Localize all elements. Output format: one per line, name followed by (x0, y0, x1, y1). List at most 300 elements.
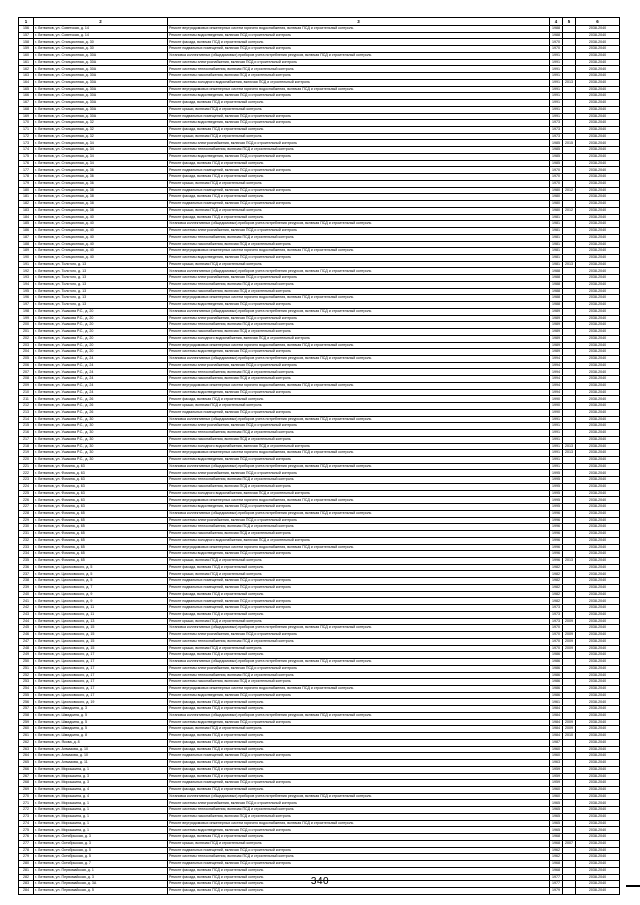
address-cell: г. Литвинов, ул. Ушакова Р.С., д. 24 (34, 389, 168, 396)
address-cell: г. Литвинов, ул. Мирошкина, д. 4 (34, 786, 168, 793)
last-repair-year-cell (563, 106, 576, 113)
table-row (19, 93, 620, 100)
row-number-cell: 257 (19, 706, 34, 713)
build-year-cell: 1996 (550, 531, 563, 538)
address-cell: г. Литвинов, ул. Фомина, д. 65 (34, 531, 168, 538)
planned-period-cell: 2038-2040 (576, 308, 620, 315)
work-type-cell: Ремонт системы холодного водоснабжения, включая ПСД и строительный контроль (168, 335, 550, 342)
row-number-cell: 225 (19, 490, 34, 497)
table-row (19, 376, 620, 383)
planned-period-cell: 2038-2040 (576, 470, 620, 477)
row-number-cell: 181 (19, 194, 34, 201)
last-repair-year-cell (563, 497, 576, 504)
work-type-cell: Ремонт фасада, включая ПСД и строительный контроль (168, 214, 550, 221)
row-number-cell: 243 (19, 611, 34, 618)
row-number-cell: 227 (19, 504, 34, 511)
last-repair-year-cell (563, 753, 576, 760)
last-repair-year-cell (563, 302, 576, 309)
table-row (19, 167, 620, 174)
work-type-cell: Ремонт крыши, включая ПСД и строительный контроль (168, 558, 550, 565)
table-row (19, 369, 620, 376)
table-row (19, 807, 620, 814)
address-cell: г. Литвинов, ул. Шмидкина, д. 3 (34, 706, 168, 713)
address-cell: г. Литвинов, ул. Мирошкина, д. 4 (34, 793, 168, 800)
row-number-cell: 156 (19, 26, 34, 33)
planned-period-cell: 2038-2040 (576, 645, 620, 652)
row-number-cell: 196 (19, 295, 34, 302)
row-number-cell: 163 (19, 73, 34, 80)
row-number-cell: 212 (19, 403, 34, 410)
work-type-cell: Ремонт фасада, включая ПСД и строительный контроль (168, 834, 550, 841)
table-row (19, 800, 620, 807)
last-repair-year-cell (563, 564, 576, 571)
row-number-cell: 190 (19, 254, 34, 261)
work-type-cell: Ремонт системы газоснабжения, включая ПСД и строительный контроль (168, 531, 550, 538)
address-cell: г. Литвинов, ул. Ушакова Р.С., д. 20 (34, 322, 168, 329)
table-row (19, 403, 620, 410)
build-year-cell: 1994 (550, 382, 563, 389)
row-number-cell: 198 (19, 308, 34, 315)
work-type-cell: Ремонт системы водоотведения, включая ПСД и строительный контроль (168, 93, 550, 100)
planned-period-cell: 2038-2040 (576, 349, 620, 356)
work-type-cell: Ремонт фасада, включая ПСД и строительный контроль (168, 766, 550, 773)
work-type-cell: Ремонт крыши, включая ПСД и строительный контроль (168, 261, 550, 268)
planned-period-cell: 2038-2040 (576, 362, 620, 369)
row-number-cell: 182 (19, 201, 34, 208)
table-row (19, 524, 620, 531)
address-cell: г. Литвинов, ул. Октябрьская, д. 7 (34, 861, 168, 868)
table-row (19, 315, 620, 322)
build-year-cell: 1985 (550, 147, 563, 154)
address-cell: г. Литвинов, ул. Мирошкина, д. 1 (34, 820, 168, 827)
build-year-cell: 1965 (550, 807, 563, 814)
build-year-cell: 1991 (550, 86, 563, 93)
table-row (19, 746, 620, 753)
last-repair-year-cell (563, 712, 576, 719)
work-type-cell: Ремонт подвальных помещений, включая ПСД и строительный контроль (168, 847, 550, 854)
planned-period-cell: 2038-2040 (576, 490, 620, 497)
table-row (19, 261, 620, 268)
planned-period-cell: 2038-2040 (576, 483, 620, 490)
work-type-cell: Ремонт системы газоснабжения, включая ПСД и строительный контроль (168, 483, 550, 490)
planned-period-cell: 2038-2040 (576, 551, 620, 558)
table-row (19, 706, 620, 713)
last-repair-year-cell: 2009 (563, 645, 576, 652)
last-repair-year-cell (563, 551, 576, 558)
build-year-cell: 1990 (550, 396, 563, 403)
row-number-cell: 159 (19, 46, 34, 53)
work-type-cell: Ремонт фасада, включая ПСД и строительный контроль (168, 611, 550, 618)
build-year-cell: 1982 (550, 591, 563, 598)
row-number-cell: 255 (19, 692, 34, 699)
row-number-cell: 164 (19, 79, 34, 86)
work-type-cell: Ремонт фасада, включая ПСД и строительный контроль (168, 652, 550, 659)
planned-period-cell: 2038-2040 (576, 786, 620, 793)
build-year-cell: 1991 (550, 436, 563, 443)
work-type-cell: Ремонт системы водоотведения, включая ПСД и строительный контроль (168, 302, 550, 309)
work-type-cell: Установка коллективных (общедомовых) приборов учета потребления ресурсов, включая ПСД и строительный контроль (168, 463, 550, 470)
build-year-cell: 1995 (550, 483, 563, 490)
work-type-cell: Ремонт системы газоснабжения, включая ПСД и строительный контроль (168, 288, 550, 295)
last-repair-year-cell (563, 625, 576, 632)
planned-period-cell: 2038-2040 (576, 86, 620, 93)
last-repair-year-cell (563, 288, 576, 295)
planned-period-cell: 2038-2040 (576, 416, 620, 423)
last-repair-year-cell (563, 147, 576, 154)
last-repair-year-cell (563, 315, 576, 322)
row-number-cell: 169 (19, 113, 34, 120)
last-repair-year-cell (563, 93, 576, 100)
row-number-cell: 256 (19, 699, 34, 706)
build-year-cell: 1961 (550, 699, 563, 706)
address-cell: г. Литвинов, ул. Циолковского, д. 19 (34, 699, 168, 706)
work-type-cell: Ремонт фасада, включая ПСД и строительный контроль (168, 127, 550, 134)
work-type-cell: Ремонт внутридомовых инженерных систем горячего водоснабжения, включая ПСД и строительный контроль (168, 342, 550, 349)
build-year-cell: 1980 (550, 201, 563, 208)
work-type-cell: Ремонт системы водоотведения, включая ПСД и строительный контроль (168, 389, 550, 396)
work-type-cell: Установка коллективных (общедомовых) приборов учета потребления ресурсов, включая ПСД и строительный контроль (168, 416, 550, 423)
row-number-cell: 228 (19, 510, 34, 517)
build-year-cell: 1991 (550, 113, 563, 120)
address-cell: г. Литвинов, ул. Станционная, д. 32 (34, 127, 168, 134)
table-row (19, 396, 620, 403)
last-repair-year-cell (563, 362, 576, 369)
work-type-cell: Ремонт фасада, включая ПСД и строительный контроль (168, 396, 550, 403)
planned-period-cell: 2038-2040 (576, 888, 620, 895)
last-repair-year-cell (563, 591, 576, 598)
build-year-cell: 1959 (550, 773, 563, 780)
last-repair-year-cell (563, 463, 576, 470)
row-number-cell: 201 (19, 329, 34, 336)
row-number-cell: 221 (19, 463, 34, 470)
planned-period-cell: 2038-2040 (576, 874, 620, 881)
address-cell: г. Литвинов, ул. Циолковского, д. 11 (34, 605, 168, 612)
build-year-cell: 1996 (550, 517, 563, 524)
planned-period-cell: 2038-2040 (576, 389, 620, 396)
table-row (19, 288, 620, 295)
last-repair-year-cell (563, 854, 576, 861)
row-number-cell: 237 (19, 571, 34, 578)
address-cell: г. Литвинов, ул. Толстого, д. 13 (34, 288, 168, 295)
last-repair-year-cell (563, 234, 576, 241)
table-row (19, 322, 620, 329)
planned-period-cell: 2038-2040 (576, 524, 620, 531)
work-type-cell: Ремонт крыши, включая ПСД и строительный контроль (168, 180, 550, 187)
last-repair-year-cell (563, 699, 576, 706)
last-repair-year-cell (563, 584, 576, 591)
build-year-cell: 1973 (550, 127, 563, 134)
work-type-cell: Ремонт системы водоотведения, включая ПСД и строительный контроль (168, 504, 550, 511)
planned-period-cell: 2038-2040 (576, 79, 620, 86)
build-year-cell: 1988 (550, 275, 563, 282)
row-number-cell: 185 (19, 221, 34, 228)
row-number-cell: 208 (19, 376, 34, 383)
work-type-cell: Установка коллективных (общедомовых) приборов учета потребления ресурсов, включая ПСД и строительный контроль (168, 510, 550, 517)
address-cell: г. Литвинов, ул. Станционная, д. 36 (34, 174, 168, 181)
work-type-cell: Ремонт подвальных помещений, включая ПСД и строительный контроль (168, 753, 550, 760)
last-repair-year-cell (563, 760, 576, 767)
build-year-cell: 1994 (550, 362, 563, 369)
address-cell: г. Литвинов, ул. Циолковского, д. 9 (34, 591, 168, 598)
row-number-cell: 277 (19, 840, 34, 847)
last-repair-year-cell (563, 127, 576, 134)
planned-period-cell: 2038-2040 (576, 241, 620, 248)
planned-period-cell: 2038-2040 (576, 443, 620, 450)
table-row (19, 793, 620, 800)
build-year-cell: 1980 (550, 194, 563, 201)
build-year-cell: 1970 (550, 632, 563, 639)
work-type-cell: Ремонт подвальных помещений, включая ПСД и строительный контроль (168, 598, 550, 605)
table-row (19, 470, 620, 477)
address-cell: г. Литвинов, ул. Шмидкина, д. 5 (34, 726, 168, 733)
row-number-cell: 160 (19, 52, 34, 59)
work-type-cell: Установка коллективных (общедомовых) приборов учета потребления ресурсов, включая ПСД и строительный контроль (168, 308, 550, 315)
row-number-cell: 186 (19, 228, 34, 235)
table-row (19, 329, 620, 336)
planned-period-cell: 2038-2040 (576, 813, 620, 820)
build-year-cell: 1965 (550, 820, 563, 827)
planned-period-cell: 2038-2040 (576, 127, 620, 134)
last-repair-year-cell (563, 281, 576, 288)
address-cell: г. Литвинов, ул. Станционная, д. 30А (34, 113, 168, 120)
row-number-cell: 187 (19, 234, 34, 241)
work-type-cell: Ремонт внутридомовых инженерных систем горячего водоснабжения, включая ПСД и строительный контроль (168, 86, 550, 93)
last-repair-year-cell: 2007 (563, 840, 576, 847)
last-repair-year-cell (563, 389, 576, 396)
planned-period-cell: 2038-2040 (576, 167, 620, 174)
address-cell: г. Литвинов, ул. Алмазова, д. 10 (34, 746, 168, 753)
work-type-cell: Ремонт внутридомовых инженерных систем горячего водоснабжения, включая ПСД и строительный контроль (168, 820, 550, 827)
build-year-cell: 1981 (550, 241, 563, 248)
row-number-cell: 261 (19, 733, 34, 740)
work-type-cell: Ремонт системы электроснабжения, включая ПСД и строительный контроль (168, 59, 550, 66)
planned-period-cell: 2038-2040 (576, 295, 620, 302)
last-repair-year-cell (563, 652, 576, 659)
address-cell: г. Литвинов, ул. Фомина, д. 63 (34, 490, 168, 497)
table-row (19, 409, 620, 416)
row-number-cell: 158 (19, 39, 34, 46)
work-type-cell: Ремонт фасада, включая ПСД и строительный контроль (168, 733, 550, 740)
table-row (19, 786, 620, 793)
planned-period-cell: 2038-2040 (576, 248, 620, 255)
table-row (19, 780, 620, 787)
work-type-cell: Ремонт фасада, включая ПСД и строительный контроль (168, 160, 550, 167)
address-cell: г. Литвинов, ул. Циолковского, д. 7 (34, 584, 168, 591)
last-repair-year-cell (563, 706, 576, 713)
planned-period-cell: 2038-2040 (576, 106, 620, 113)
build-year-cell: 1970 (550, 174, 563, 181)
work-type-cell: Ремонт подвальных помещений, включая ПСД и строительный контроль (168, 201, 550, 208)
row-number-cell: 205 (19, 355, 34, 362)
address-cell: г. Литвинов, ул. Фомина, д. 65 (34, 524, 168, 531)
work-type-cell: Ремонт фасада, включая ПСД и строительный контроль (168, 881, 550, 888)
row-number-cell: 234 (19, 551, 34, 558)
last-repair-year-cell (563, 470, 576, 477)
address-cell: г. Литвинов, ул. Ушакова Р.С., д. 20 (34, 342, 168, 349)
last-repair-year-cell (563, 73, 576, 80)
table-row (19, 605, 620, 612)
planned-period-cell: 2038-2040 (576, 746, 620, 753)
address-cell: г. Литвинов, ул. Октябрьская, д. 3 (34, 840, 168, 847)
table-row (19, 510, 620, 517)
row-number-cell: 180 (19, 187, 34, 194)
row-number-cell: 199 (19, 315, 34, 322)
work-type-cell: Ремонт системы теплоснабжения, включая ПСД и строительный контроль (168, 477, 550, 484)
last-repair-year-cell (563, 537, 576, 544)
address-cell: г. Литвинов, ул. Станционная, д. 30А (34, 100, 168, 107)
address-cell: г. Литвинов, ул. Шмидкина, д. 5 (34, 719, 168, 726)
row-number-cell: 272 (19, 807, 34, 814)
build-year-cell: 1996 (550, 510, 563, 517)
table-row (19, 598, 620, 605)
work-type-cell: Ремонт фасада, включая ПСД и строительный контроль (168, 194, 550, 201)
address-cell: г. Литвинов, ул. Станционная, д. 36 (34, 180, 168, 187)
work-type-cell: Ремонт фасада, включая ПСД и строительный контроль (168, 174, 550, 181)
build-year-cell: 1986 (550, 692, 563, 699)
build-year-cell: 1991 (550, 106, 563, 113)
row-number-cell: 206 (19, 362, 34, 369)
row-number-cell: 263 (19, 746, 34, 753)
address-cell: г. Литвинов, ул. Ушакова Р.С., д. 30 (34, 450, 168, 457)
build-year-cell: 1988 (550, 268, 563, 275)
row-number-cell: 213 (19, 409, 34, 416)
row-number-cell: 165 (19, 86, 34, 93)
table-row (19, 840, 620, 847)
build-year-cell: 1995 (550, 490, 563, 497)
last-repair-year-cell (563, 611, 576, 618)
last-repair-year-cell (563, 793, 576, 800)
last-repair-year-cell (563, 382, 576, 389)
build-year-cell: 1963 (550, 760, 563, 767)
work-type-cell: Ремонт крыши, включая ПСД и строительный контроль (168, 618, 550, 625)
build-year-cell: 1988 (550, 288, 563, 295)
row-number-cell: 253 (19, 679, 34, 686)
build-year-cell: 1991 (550, 416, 563, 423)
last-repair-year-cell (563, 275, 576, 282)
table-row (19, 382, 620, 389)
table-row (19, 113, 620, 120)
row-number-cell: 226 (19, 497, 34, 504)
row-number-cell: 176 (19, 160, 34, 167)
last-repair-year-cell: 2009 (563, 632, 576, 639)
row-number-cell: 270 (19, 793, 34, 800)
table-row (19, 571, 620, 578)
row-number-cell: 173 (19, 140, 34, 147)
planned-period-cell: 2038-2040 (576, 66, 620, 73)
planned-period-cell: 2038-2040 (576, 463, 620, 470)
last-repair-year-cell (563, 160, 576, 167)
work-type-cell: Ремонт системы водоотведения, включая ПСД и строительный контроль (168, 153, 550, 160)
planned-period-cell: 2038-2040 (576, 113, 620, 120)
last-repair-year-cell (563, 167, 576, 174)
row-number-cell: 242 (19, 605, 34, 612)
address-cell: г. Литвинов, ул. Циолковского, д. 17 (34, 692, 168, 699)
last-repair-year-cell (563, 780, 576, 787)
address-cell: г. Литвинов, ул. Станционная, д. 30А (34, 93, 168, 100)
address-cell: г. Литвинов, ул. Станционная, д. 30А (34, 86, 168, 93)
address-cell: г. Литвинов, ул. Циолковского, д. 17 (34, 659, 168, 666)
build-year-cell: 1960 (550, 793, 563, 800)
work-type-cell: Ремонт системы водоотведения, включая ПСД и строительный контроль (168, 457, 550, 464)
row-number-cell: 262 (19, 739, 34, 746)
planned-period-cell: 2038-2040 (576, 396, 620, 403)
column-header: 1 (19, 18, 34, 26)
build-year-cell: 1995 (550, 504, 563, 511)
row-number-cell: 241 (19, 598, 34, 605)
last-repair-year-cell (563, 248, 576, 255)
planned-period-cell: 2038-2040 (576, 477, 620, 484)
row-number-cell: 193 (19, 275, 34, 282)
table-row (19, 611, 620, 618)
table-row (19, 760, 620, 767)
planned-period-cell: 2038-2040 (576, 861, 620, 868)
work-type-cell: Ремонт подвальных помещений, включая ПСД и строительный контроль (168, 187, 550, 194)
table-row (19, 174, 620, 181)
address-cell: г. Литвинов, ул. Ушакова Р.С., д. 30 (34, 416, 168, 423)
build-year-cell: 1990 (550, 403, 563, 410)
table-row (19, 733, 620, 740)
planned-period-cell: 2038-2040 (576, 531, 620, 538)
table-row (19, 766, 620, 773)
table-row (19, 32, 620, 39)
build-year-cell: 1986 (550, 659, 563, 666)
planned-period-cell: 2038-2040 (576, 564, 620, 571)
last-repair-year-cell (563, 430, 576, 437)
row-number-cell: 260 (19, 726, 34, 733)
address-cell: г. Литвинов, ул. Станционная, д. 40 (34, 254, 168, 261)
table-row (19, 79, 620, 86)
table-row (19, 477, 620, 484)
row-number-cell: 210 (19, 389, 34, 396)
planned-period-cell: 2038-2040 (576, 497, 620, 504)
address-cell: г. Литвинов, ул. Мирошкина, д. 1 (34, 813, 168, 820)
column-number-row (19, 18, 620, 26)
last-repair-year-cell (563, 180, 576, 187)
table-row (19, 584, 620, 591)
table-row (19, 335, 620, 342)
address-cell: г. Литвинов, ул. Шмидкина, д. 5 (34, 712, 168, 719)
build-year-cell: 1991 (550, 430, 563, 437)
build-year-cell: 1988 (550, 295, 563, 302)
last-repair-year-cell (563, 773, 576, 780)
build-year-cell: 1981 (550, 261, 563, 268)
row-number-cell: 252 (19, 672, 34, 679)
table-row (19, 248, 620, 255)
row-number-cell: 219 (19, 450, 34, 457)
build-year-cell: 1984 (550, 712, 563, 719)
address-cell: г. Литвинов, ул. Мирошкина, д. 3 (34, 773, 168, 780)
table-row (19, 726, 620, 733)
build-year-cell: 1965 (550, 800, 563, 807)
row-number-cell: 175 (19, 153, 34, 160)
planned-period-cell: 2038-2040 (576, 571, 620, 578)
planned-period-cell: 2038-2040 (576, 457, 620, 464)
planned-period-cell: 2038-2040 (576, 807, 620, 814)
work-type-cell: Ремонт системы теплоснабжения, включая ПСД и строительный контроль (168, 322, 550, 329)
work-type-cell: Ремонт системы электроснабжения, включая ПСД и строительный контроль (168, 517, 550, 524)
work-type-cell: Ремонт системы холодного водоснабжения, включая ПСД и строительный контроль (168, 537, 550, 544)
address-cell: г. Литвинов, ул. Циолковского, д. 5 (34, 571, 168, 578)
planned-period-cell: 2038-2040 (576, 773, 620, 780)
work-type-cell: Ремонт крыши, включая ПСД и строительный контроль (168, 207, 550, 214)
work-type-cell: Ремонт системы водоотведения, включая ПСД и строительный контроль (168, 827, 550, 834)
table-row (19, 430, 620, 437)
build-year-cell: 1989 (550, 342, 563, 349)
planned-period-cell: 2038-2040 (576, 315, 620, 322)
row-number-cell: 168 (19, 106, 34, 113)
address-cell: г. Литвинов, ул. Мирошкина, д. 1 (34, 827, 168, 834)
table-row (19, 194, 620, 201)
